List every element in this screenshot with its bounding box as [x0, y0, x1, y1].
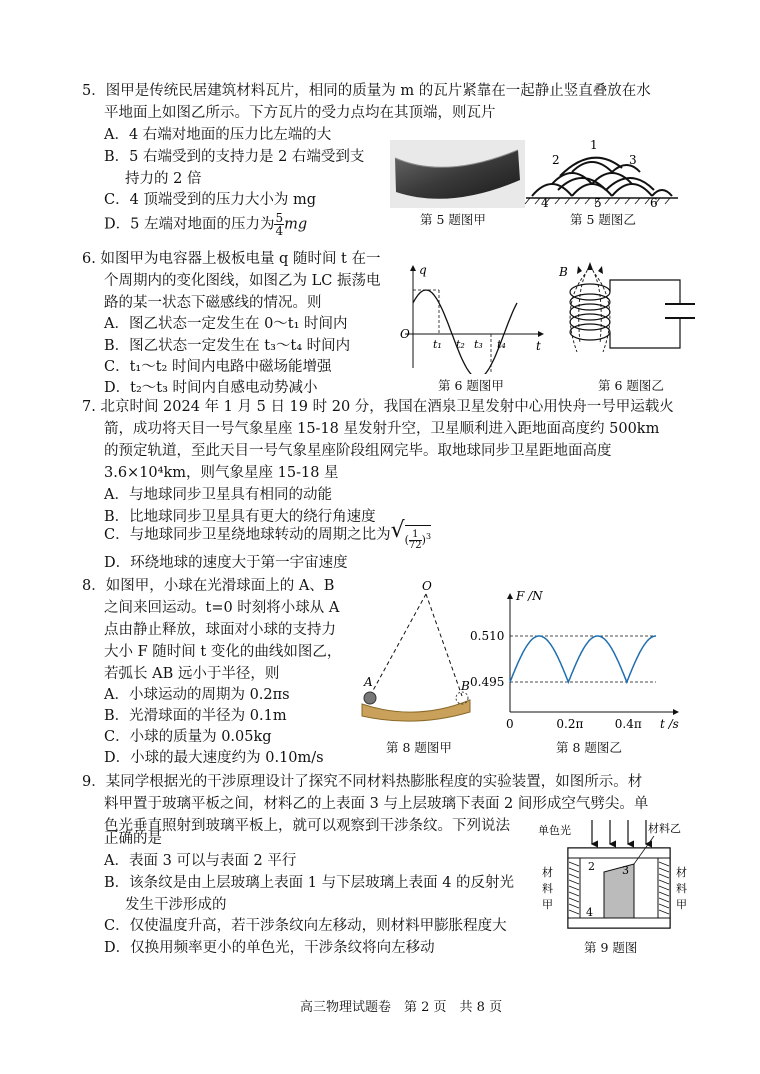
q8-option-a: A．小球运动的周期为 0.2πs — [104, 687, 290, 703]
q5-stem-line1: 5．图甲是传统民居建筑材料瓦片，相同的质量为 m 的瓦片紧靠在一起静止竖直叠放在水 — [82, 83, 651, 99]
q5-figure-a-tile-image — [390, 140, 525, 208]
q9-option-a: A．表面 3 可以与表面 2 平行 — [104, 853, 297, 869]
q9-stem-line2: 料甲置于玻璃平板之间，材料乙的上表面 3 与上层玻璃下表面 2 间形成空气劈尖。单 — [104, 796, 649, 812]
q8-figure-a-spherical-bowl — [358, 578, 478, 728]
q9-material-b-block — [604, 864, 634, 918]
q8-stem-line5: 若弧长 AB 远小于半径，则 — [104, 666, 280, 682]
q6-stem-line1: 6. 如图甲为电容器上极板电量 q 随时间 t 在一 — [82, 251, 381, 267]
q7-option-c-exponent: 3 — [425, 532, 432, 541]
q6-figure-b-lc-circuit — [555, 256, 705, 372]
q7-option-c-radical: √( $\frac{1}{72}$ )$^3$ — [390, 518, 432, 552]
q6-t2-label: t₂ — [456, 338, 465, 351]
page-footer: 高三物理试题卷 第 2 页 共 8 页 — [300, 1000, 503, 1015]
q9-material-a-left-1: 材 — [542, 866, 553, 879]
q7-option-c-numerator: 1 — [409, 530, 422, 541]
q8-option-c: C．小球的质量为 0.05kg — [104, 729, 272, 745]
q8-x-tick-04pi: 0.4π — [614, 717, 642, 731]
q9-label-3: 3 — [622, 864, 629, 877]
q8-label-a: A — [364, 675, 373, 689]
q5-stem-line2: 平地面上如图乙所示。下方瓦片的受力点均在其顶端，则瓦片 — [104, 105, 496, 121]
q9-material-a-left-2: 料 — [542, 882, 553, 895]
q8-ball — [364, 692, 376, 704]
q5-option-d-text: D．5 左端对地面的压力为 — [104, 216, 275, 233]
q6-t4-label: t₄ — [497, 338, 506, 351]
q8-option-d: D．小球的最大速度约为 0.10m/s — [104, 750, 324, 766]
q7-option-a: A．与地球同步卫星具有相同的动能 — [104, 487, 332, 503]
q8-stem-line4: 大小 F 随时间 t 变化的曲线如图乙， — [104, 644, 342, 660]
q8-y-axis-label: F /N — [516, 589, 543, 603]
q8-x-tick-02pi: 0.2π — [556, 717, 584, 731]
q9-option-b: B．该条纹是由上层玻璃上表面 1 与下层玻璃上表面 4 的反射光 — [104, 875, 515, 891]
q5-tile-label-6: 6 — [650, 196, 658, 210]
q5-figure-b-stacked-tiles — [522, 138, 682, 210]
q7-stem-line3: 的预定轨道，至此天目一号气象星座阶段组网完毕。取地球同步卫星距地面高度 — [104, 443, 612, 459]
q8-stem-line3: 点由静止释放，球面对小球的支持力 — [104, 622, 336, 638]
q9-light-arrows — [592, 820, 646, 844]
q6-option-c: C．t₁～t₂ 时间内电路中磁场能增强 — [104, 359, 332, 375]
q5-figure-a-caption: 第 5 题图甲 — [420, 212, 486, 227]
q7-stem-line4: 3.6×10⁴km，则气象星座 15-18 星 — [104, 465, 339, 481]
q9-material-b-label: 材料乙 — [648, 822, 681, 835]
q6-t1-label: t₁ — [433, 338, 442, 351]
q7-option-c — [104, 520, 431, 551]
q9-option-c: C．仅使温度升高，若干涉条纹向左移动，则材料甲膨胀程度大 — [104, 918, 507, 934]
q5-option-d — [104, 212, 307, 237]
q9-figure-thermal-expansion-setup — [536, 818, 696, 940]
q6-option-d: D．t₂～t₃ 时间内自感电动势减小 — [104, 380, 318, 396]
q5-option-d-numerator: 5 — [275, 211, 284, 225]
q5-option-a: A．4 右端对地面的压力比左端的大 — [104, 127, 332, 143]
q6-axis-q-label: q — [419, 263, 427, 277]
q5-option-c: C．4 顶端受到的压力大小为 mg — [104, 192, 317, 208]
q5-option-d-fraction — [274, 212, 284, 237]
q9-option-b-cont: 发生干涉形成的 — [125, 897, 227, 913]
q9-light-label: 单色光 — [538, 824, 571, 837]
q8-label-b: B — [461, 679, 470, 693]
q8-figure-b-caption: 第 8 题图乙 — [556, 740, 622, 755]
q5-tile-label-4: 4 — [541, 196, 549, 210]
q5-tile-label-2: 2 — [552, 153, 560, 167]
q9-figure-caption: 第 9 题图 — [584, 940, 638, 955]
q6-t3-label: t₃ — [474, 338, 483, 351]
q6-option-a: A．图乙状态一定发生在 0～t₁ 时间内 — [104, 316, 348, 332]
q8-figure-b-force-time-chart — [468, 588, 684, 734]
q9-label-2: 2 — [588, 860, 595, 873]
q6-figure-a-q-t-graph — [393, 258, 551, 374]
q8-label-o: O — [422, 579, 432, 593]
q6-origin-label: O — [400, 327, 410, 341]
q9-material-a-right-1: 材 — [676, 866, 687, 879]
q6-q-curve — [413, 290, 517, 374]
q9-stem-line4: 正确的是 — [104, 831, 162, 847]
q9-option-d: D．仅换用频率更小的单色光，干涉条纹将向左移动 — [104, 940, 435, 956]
q7-option-c-denominator: 72 — [408, 540, 422, 552]
q6-stem-line2: 个周期内的变化图线，如图乙为 LC 振荡电 — [104, 273, 381, 289]
q5-option-d-denominator: 4 — [275, 224, 284, 238]
q7-stem-line1: 7. 北京时间 2024 年 1 月 5 日 19 时 20 分，我国在酒泉卫星发射中心用快舟一号甲运载火 — [82, 399, 674, 415]
q7-option-c-text: C．与地球同步卫星绕地球转动的周期之比为 — [104, 527, 391, 544]
q8-x-tick-0: 0 — [506, 717, 514, 731]
q8-stem-line2: 之间来回运动。t=0 时刻将小球从 A — [104, 600, 340, 616]
q6-figure-b-caption: 第 6 题图乙 — [598, 378, 664, 393]
q9-material-a-left-3: 甲 — [542, 898, 553, 911]
q8-figure-a-caption: 第 8 题图甲 — [386, 740, 452, 755]
q9-label-4: 4 — [586, 906, 593, 919]
q7-option-b: B．比地球同步卫星具有更大的绕行角速度 — [104, 509, 376, 525]
q6-option-b: B．图乙状态一定发生在 t₃～t₄ 时间内 — [104, 338, 351, 354]
q7-stem-line2: 箭，成功将天目一号气象星座 15-18 星发射升空，卫星顺利进入距地面高度约 500km — [104, 421, 660, 437]
q8-x-axis-label: t /s — [660, 717, 679, 731]
q8-option-b: B．光滑球面的半径为 0.1m — [104, 708, 287, 724]
q5-option-b-cont: 持力的 2 倍 — [125, 171, 202, 187]
q5-tile-label-3: 3 — [629, 153, 637, 167]
q6-label-b: B — [559, 265, 568, 279]
q9-stem-line3: 色光垂直照射到玻璃平板上，就可以观察到干涉条纹。下列说法 — [104, 818, 510, 834]
q5-figure-b-caption: 第 5 题图乙 — [570, 212, 636, 227]
q8-y-tick-0495: 0.495 — [470, 675, 505, 689]
q8-stem-line1: 8．如图甲，小球在光滑球面上的 A、B — [82, 578, 335, 594]
q5-tile-label-1: 1 — [590, 138, 598, 152]
q9-material-a-right-2: 料 — [676, 882, 687, 895]
q9-stem-line1: 9．某同学根据光的干涉原理设计了探究不同材料热膨胀程度的实验装置，如图所示。材 — [82, 774, 643, 790]
q9-material-a-right-3: 甲 — [676, 898, 687, 911]
q8-force-curve — [510, 636, 656, 682]
q7-option-d: D．环绕地球的速度大于第一宇宙速度 — [104, 555, 348, 571]
q5-option-d-unit: mg — [284, 216, 308, 233]
q6-axis-t-label: t — [536, 339, 541, 353]
q8-y-tick-0510: 0.510 — [470, 629, 505, 643]
q6-figure-a-caption: 第 6 题图甲 — [438, 378, 504, 393]
q5-option-b: B．5 右端受到的支持力是 2 右端受到支 — [104, 149, 365, 165]
q6-stem-line3: 路的某一状态下磁感线的情况。则 — [104, 295, 322, 311]
q5-tile-label-5: 5 — [594, 196, 602, 210]
